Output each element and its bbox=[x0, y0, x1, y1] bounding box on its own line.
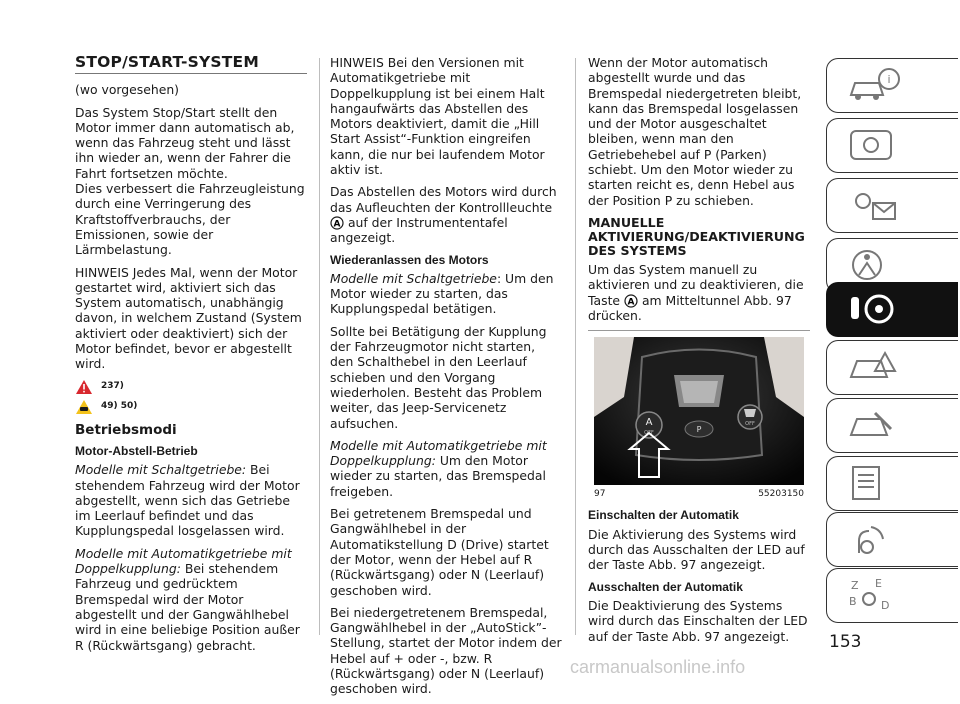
svg-text:OFF: OFF bbox=[644, 430, 654, 437]
paragraph: Bei getretenem Bremspedal und Gangwählhebel in der Automatikstellung D (Drive) startet der Motor, wenn der Hebel auf R (Rückwärtsgang) oder N (Leerlauf) geschoben wird. bbox=[330, 506, 549, 598]
italic-lead: Modelle mit Schaltgetriebe bbox=[330, 270, 497, 286]
figure-97 bbox=[588, 330, 810, 502]
stop-start-button-icon bbox=[624, 294, 638, 308]
chapter-tab-starting-driving[interactable] bbox=[826, 282, 958, 337]
paragraph: HINWEIS Jedes Mal, wenn der Motor gestartet wird, aktiviert sich das System automatisch, unabhängig davon, in welchem Zustand (System aktiviert oder deaktiviert) sich der Motor befindet, bevor er abgestellt wird. bbox=[75, 264, 302, 372]
caution-triangle-icon bbox=[75, 399, 93, 415]
figure-caption bbox=[594, 487, 804, 502]
chapter-tab-index[interactable] bbox=[826, 568, 958, 623]
center-console-illustration bbox=[594, 337, 804, 485]
warning-triangle-icon bbox=[75, 379, 93, 395]
paragraph: Dies verbessert die Fahrzeugleistung durch eine Verringerung des Kraftstoffverbrauchs, der Emissionen, sowie der Lärmbelastung. bbox=[75, 181, 305, 258]
paragraph-text: Bei stehendem Fahrzeug wird der Motor abgestellt, wenn sich das Getriebe im Leerlauf befindet und das Kupplungspedal losgelassen wird. bbox=[75, 462, 300, 539]
warning-number: 237) bbox=[101, 380, 124, 391]
paragraph-text: Das Abstellen des Motors wird durch das Aufleuchten der Kontrollleuchte bbox=[330, 184, 557, 215]
paragraph-text: Um den Motor wieder zu starten, das Bremspedal freigeben. bbox=[330, 453, 546, 499]
subheading: Motor-Abstell-Betrieb bbox=[75, 443, 198, 458]
column-divider bbox=[575, 58, 576, 635]
svg-text:B: B bbox=[849, 595, 857, 608]
safety-icon bbox=[845, 245, 905, 287]
chapter-tab-specs[interactable] bbox=[826, 456, 958, 511]
italic-lead: Modelle mit Schaltgetriebe: bbox=[75, 462, 247, 478]
maintenance-icon bbox=[845, 405, 905, 447]
paragraph: Sollte bei Betätigung der Kupplung der Fahrzeugmotor nicht starten, den Schalthebel in den Leerlauf schieben und den Vorgang wiederholen. Besteht das Problem weiter, das Jeep-Servicenetz aufsuchen. bbox=[330, 323, 547, 431]
paragraph bbox=[330, 438, 562, 499]
stop-start-indicator-icon bbox=[330, 216, 344, 230]
svg-text:A: A bbox=[645, 417, 653, 429]
paragraph bbox=[330, 271, 562, 317]
index-icon bbox=[845, 575, 905, 617]
figure-number: 97 bbox=[594, 489, 606, 500]
chapter-tab-lights[interactable] bbox=[826, 178, 958, 233]
subsection-heading: Betriebsmodi bbox=[75, 421, 177, 438]
specs-icon bbox=[845, 463, 905, 505]
subheading: Einschalten der Automatik bbox=[588, 508, 739, 523]
dashboard-icon bbox=[845, 125, 905, 167]
paragraph: HINWEIS Bei den Versionen mit Automatikgetriebe mit Doppelkupplung ist bei einem Halt hangaufwärts das Abstellen des Motors deaktiviert, damit die „Hill Start Assist“-Funktion eingreifen kann, die nur bei laufendem Motor aktiv ist. bbox=[330, 55, 545, 178]
chapter-tab-connectivity[interactable] bbox=[826, 512, 958, 567]
svg-text:A: A bbox=[333, 219, 341, 230]
car-info-icon bbox=[845, 65, 905, 107]
title-rule bbox=[75, 73, 307, 74]
svg-text:P: P bbox=[696, 425, 702, 435]
svg-text:E: E bbox=[875, 577, 882, 590]
caution-number: 49) 50) bbox=[101, 400, 138, 411]
figure-rule bbox=[588, 330, 810, 331]
italic-lead: Modelle mit Automatikgetriebe mit Doppelkupplung: bbox=[330, 437, 547, 469]
connectivity-icon bbox=[845, 519, 905, 561]
figure-code: 55203150 bbox=[758, 489, 804, 500]
italic-lead: Modelle mit Automatikgetriebe mit Doppelkupplung: bbox=[75, 545, 292, 577]
console-photo bbox=[594, 337, 804, 485]
column-2 bbox=[330, 55, 562, 704]
chapter-tab-dashboard[interactable] bbox=[826, 118, 958, 173]
column-3 bbox=[588, 55, 810, 651]
section-heading: MANUELLE AKTIVIERUNG/DEAKTIVIERUNG DES SYSTEMS bbox=[588, 214, 805, 258]
chapter-tab-car-info[interactable] bbox=[826, 58, 958, 113]
emergency-icon bbox=[845, 347, 905, 389]
svg-text:OFF: OFF bbox=[745, 421, 755, 428]
svg-text:D: D bbox=[881, 599, 890, 612]
paragraph: Die Aktivierung des Systems wird durch das Ausschalten der LED auf der Taste Abb. 97 angezeigt. bbox=[588, 526, 805, 573]
paragraph: (wo vorgesehen) bbox=[75, 82, 180, 98]
svg-text:i: i bbox=[887, 73, 891, 86]
paragraph: Die Deaktivierung des Systems wird durch das Einschalten der LED auf der Taste Abb. 97 angezeigt. bbox=[588, 597, 808, 644]
lights-mail-icon bbox=[845, 185, 905, 227]
chapter-tab-maintenance[interactable] bbox=[826, 398, 958, 453]
svg-text:A: A bbox=[627, 297, 635, 308]
subheading: Wiederanlassen des Motors bbox=[330, 252, 489, 267]
key-steering-icon bbox=[845, 289, 905, 331]
paragraph: Wenn der Motor automatisch abgestellt wurde und das Bremspedal niedergetreten bleibt, kann das Bremspedal losgelassen und der Motor ausgeschaltet bleiben, wenn man den Getriebehebel auf P (Parken) schiebt. Um den Motor wieder zu starten reicht es, denn Hebel aus der Position P zu schieben. bbox=[588, 55, 802, 208]
watermark: carmanualsonline.info bbox=[570, 657, 746, 677]
paragraph bbox=[75, 462, 307, 538]
warning-reference bbox=[75, 379, 307, 395]
paragraph bbox=[330, 184, 562, 245]
paragraph: Bei niedergetretenem Bremspedal, Gangwählhebel in der „AutoStick”-Stellung, startet der Motor indem der Hebel auf + oder -, bzw. R (Rückwärtsgang) oder N (Leerlauf) geschoben wird. bbox=[330, 604, 562, 697]
paragraph-text: : Um den Motor wieder zu starten, das Kupplungspedal betätigen. bbox=[330, 270, 554, 317]
paragraph-text: am Mitteltunnel Abb. 97 drücken. bbox=[588, 292, 792, 323]
svg-text:Z: Z bbox=[851, 579, 859, 592]
paragraph bbox=[588, 262, 810, 323]
paragraph-text: Bei stehendem Fahrzeug und gedrücktem Bremspedal wird der Motor abgestellt und der Gangwählhebel wird in eine beliebige Position außer R (Rückwärtsgang) gebracht. bbox=[75, 561, 300, 653]
chapter-tab-emergency[interactable] bbox=[826, 340, 958, 395]
paragraph-text: auf der Instrumententafel angezeigt. bbox=[330, 214, 508, 246]
column-1 bbox=[75, 55, 307, 660]
section-title: STOP/START-SYSTEM bbox=[75, 53, 259, 71]
column-divider bbox=[319, 58, 320, 635]
paragraph bbox=[75, 546, 307, 653]
paragraph-text: Um das System manuell zu aktivieren und zu deaktivieren, die Taste bbox=[588, 261, 804, 308]
page-number: 153 bbox=[829, 632, 862, 652]
caution-reference bbox=[75, 399, 307, 415]
subheading: Ausschalten der Automatik bbox=[588, 579, 743, 594]
paragraph: Das System Stop/Start stellt den Motor immer dann automatisch ab, wenn das Fahrzeug steht und lässt ihn wieder an, wenn der Fahrer die Fahrt fortsetzen möchte. bbox=[75, 104, 295, 181]
